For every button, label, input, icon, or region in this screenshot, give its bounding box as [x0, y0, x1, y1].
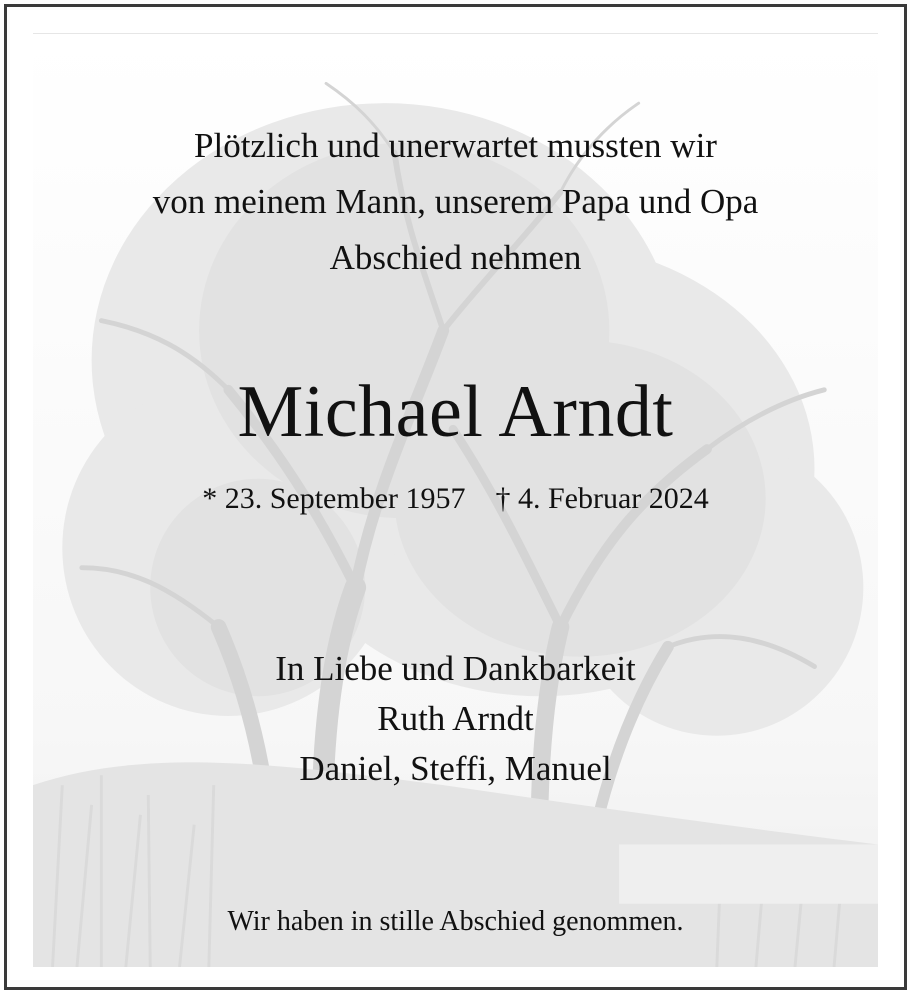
- family-line: Daniel, Steffi, Manuel: [299, 749, 612, 788]
- family-line: Ruth Arndt: [377, 699, 534, 738]
- deceased-name: Michael Arndt: [237, 371, 674, 453]
- death-date: † 4. Februar 2024: [495, 482, 709, 515]
- closing-note: Wir haben in stille Abschied genommen.: [227, 906, 684, 937]
- obituary-frame: [4, 4, 907, 990]
- intro-line: Plötzlich und unerwartet mussten wir: [194, 126, 717, 165]
- intro-text: [33, 118, 878, 286]
- family-line: In Liebe und Dankbarkeit: [275, 649, 636, 688]
- life-dates: [33, 479, 878, 519]
- intro-line: von meinem Mann, unserem Papa und Opa: [152, 182, 759, 221]
- obituary-panel: [33, 33, 878, 967]
- family-signature: [33, 644, 878, 794]
- intro-line: Abschied nehmen: [329, 238, 582, 277]
- birth-date: * 23. September 1957: [202, 482, 466, 515]
